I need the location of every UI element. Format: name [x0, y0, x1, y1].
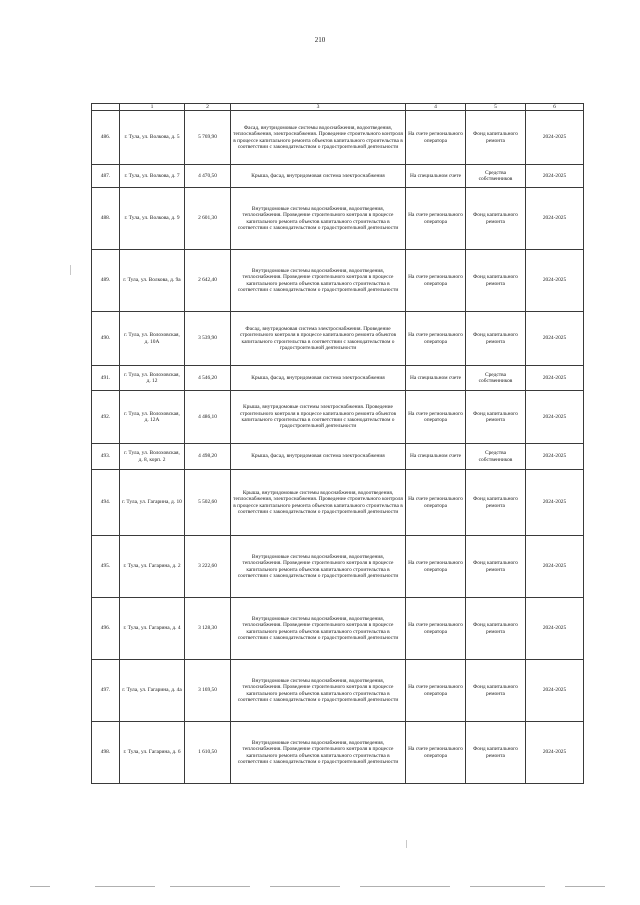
works-cell: Внутридомовые системы водоснабжения, водоотведения, теплоснабжения. Проведение строительного контроля в процессе капитального ремонта объектов капитального строительства в соответствии с законодательством о градостроительной деятельности [231, 536, 406, 598]
column-number-row [92, 104, 584, 111]
period-cell: 2024-2025 [526, 366, 584, 391]
period-cell: 2024-2025 [526, 598, 584, 660]
address-cell: г. Тула, ул. Гагарина, д. 4а [120, 660, 185, 722]
row-number: 491. [92, 366, 120, 391]
row-number: 492. [92, 391, 120, 444]
row-number: 496. [92, 598, 120, 660]
scan-artifact-mark [406, 840, 407, 848]
funding-source-cell: Фонд капитального ремонта [466, 312, 526, 366]
works-cell: Фасад, внутридомовая система электроснабжения. Проведение строительного контроля в процессе капитального ремонта объектов капитального строительства в соответствии с законодательством о градостроительной деятельности [231, 312, 406, 366]
funding-source-cell: Фонд капитального ремонта [466, 188, 526, 250]
period-cell: 2024-2025 [526, 722, 584, 784]
table-row [92, 722, 584, 784]
period-cell: 2024-2025 [526, 470, 584, 536]
table-row [92, 598, 584, 660]
account-cell: На счете регионального оператора [406, 312, 466, 366]
page-number: 210 [314, 36, 326, 44]
works-cell: Внутридомовые системы водоснабжения, водоотведения, теплоснабжения. Проведение строительного контроля в процессе капитального ремонта объектов капитального строительства в соответствии с законодательством о градостроительной деятельности [231, 722, 406, 784]
area-cell: 3 169,50 [185, 660, 231, 722]
table-row [92, 660, 584, 722]
table-row [92, 366, 584, 391]
area-cell: 3 539,90 [185, 312, 231, 366]
area-cell: 4 498,20 [185, 444, 231, 470]
funding-source-cell: Средства собственников [466, 366, 526, 391]
table-body [92, 104, 584, 784]
row-number: 498. [92, 722, 120, 784]
column-number: 2 [185, 104, 231, 111]
table-row [92, 250, 584, 312]
address-cell: г. Тула, ул. Волкова, д. 9а [120, 250, 185, 312]
works-cell: Внутридомовые системы водоснабжения, водоотведения, теплоснабжения. Проведение строительного контроля в процессе капитального ремонта объектов капитального строительства в соответствии с законодательством о градостроительной деятельности [231, 188, 406, 250]
funding-source-cell: Фонд капитального ремонта [466, 111, 526, 165]
table-row [92, 470, 584, 536]
period-cell: 2024-2025 [526, 111, 584, 165]
scan-artifact-line [0, 884, 640, 890]
row-number: 487. [92, 165, 120, 188]
address-cell: г. Тула, ул. Волоховская, д. 12А [120, 391, 185, 444]
row-number: 495. [92, 536, 120, 598]
row-number: 488. [92, 188, 120, 250]
address-cell: г. Тула, ул. Волоховская, д. 12 [120, 366, 185, 391]
works-cell: Крыша, внутридомовые системы водоснабжения, водоотведения, теплоснабжения, электроснабжения. Проведение строительного контроля в процессе капитального ремонта объектов капитального строительства в соответствии с законодательством о градостроительной деятельности [231, 470, 406, 536]
account-cell: На счете регионального оператора [406, 470, 466, 536]
address-cell: г. Тула, ул. Гагарина, д. 10 [120, 470, 185, 536]
area-cell: 1 610,50 [185, 722, 231, 784]
period-cell: 2024-2025 [526, 165, 584, 188]
address-cell: г. Тула, ул. Волоховская, д. 10А [120, 312, 185, 366]
account-cell: На счете регионального оператора [406, 722, 466, 784]
account-cell: На счете регионального оператора [406, 660, 466, 722]
area-cell: 4 546,20 [185, 366, 231, 391]
row-number: 489. [92, 250, 120, 312]
works-cell: Внутридомовые системы водоснабжения, водоотведения, теплоснабжения. Проведение строительного контроля в процессе капитального ремонта объектов капитального строительства в соответствии с законодательством о градостроительной деятельности [231, 598, 406, 660]
area-cell: 4 470,50 [185, 165, 231, 188]
period-cell: 2024-2025 [526, 250, 584, 312]
works-cell: Внутридомовые системы водоснабжения, водоотведения, теплоснабжения. Проведение строительного контроля в процессе капитального ремонта объектов капитального строительства в соответствии с законодательством о градостроительной деятельности [231, 250, 406, 312]
area-cell: 5 769,90 [185, 111, 231, 165]
row-number: 486. [92, 111, 120, 165]
column-number: 1 [120, 104, 185, 111]
works-cell: Крыша, фасад, внутридомовая система электроснабжения [231, 444, 406, 470]
period-cell: 2024-2025 [526, 188, 584, 250]
row-number: 490. [92, 312, 120, 366]
funding-source-cell: Фонд капитального ремонта [466, 391, 526, 444]
works-cell: Внутридомовые системы водоснабжения, водоотведения, теплоснабжения. Проведение строительного контроля в процессе капитального ремонта объектов капитального строительства в соответствии с законодательством о градостроительной деятельности [231, 660, 406, 722]
column-number-blank [92, 104, 120, 111]
works-cell: Крыша, фасад, внутридомовая система электроснабжения [231, 165, 406, 188]
account-cell: На счете регионального оператора [406, 250, 466, 312]
address-cell: г. Тула, ул. Волкова, д. 5 [120, 111, 185, 165]
period-cell: 2024-2025 [526, 660, 584, 722]
column-number: 3 [231, 104, 406, 111]
row-number: 493. [92, 444, 120, 470]
works-cell: Крыша, внутридомовые системы электроснабжения. Проведение строительного контроля в процессе капитального ремонта объектов капитального строительства в соответствии с законодательством о градостроительной деятельности [231, 391, 406, 444]
account-cell: На специальном счете [406, 165, 466, 188]
funding-source-cell: Фонд капитального ремонта [466, 598, 526, 660]
works-cell: Крыша, фасад, внутридомовая система электроснабжения [231, 366, 406, 391]
table-row [92, 188, 584, 250]
funding-source-cell: Фонд капитального ремонта [466, 250, 526, 312]
row-number: 497. [92, 660, 120, 722]
address-cell: г. Тула, ул. Волоховская, д. 8, корп. 2 [120, 444, 185, 470]
account-cell: На счете регионального оператора [406, 598, 466, 660]
period-cell: 2024-2025 [526, 444, 584, 470]
funding-source-cell: Средства собственников [466, 165, 526, 188]
area-cell: 2 601,30 [185, 188, 231, 250]
table-row [92, 444, 584, 470]
column-number: 6 [526, 104, 584, 111]
area-cell: 4 486,10 [185, 391, 231, 444]
funding-source-cell: Фонд капитального ремонта [466, 536, 526, 598]
table-row [92, 312, 584, 366]
area-cell: 5 502,60 [185, 470, 231, 536]
address-cell: г. Тула, ул. Гагарина, д. 2 [120, 536, 185, 598]
repair-schedule-table [91, 103, 584, 784]
account-cell: На счете регионального оператора [406, 111, 466, 165]
scan-artifact-mark [70, 265, 71, 275]
period-cell: 2024-2025 [526, 312, 584, 366]
table-row [92, 391, 584, 444]
funding-source-cell: Фонд капитального ремонта [466, 470, 526, 536]
address-cell: г. Тула, ул. Волкова, д. 7 [120, 165, 185, 188]
account-cell: На счете регионального оператора [406, 391, 466, 444]
works-cell: Фасад, внутридомовые системы водоснабжения, водоотведения, теплоснабжения, электроснабжения. Проведение строительного контроля в процессе капитального ремонта объектов капитального строительства в соответствии с законодательством о градостроительной деятельности [231, 111, 406, 165]
account-cell: На счете регионального оператора [406, 188, 466, 250]
table-row [92, 111, 584, 165]
column-number: 4 [406, 104, 466, 111]
area-cell: 3 128,30 [185, 598, 231, 660]
period-cell: 2024-2025 [526, 391, 584, 444]
funding-source-cell: Фонд капитального ремонта [466, 660, 526, 722]
account-cell: На счете регионального оператора [406, 536, 466, 598]
area-cell: 2 642,40 [185, 250, 231, 312]
account-cell: На специальном счете [406, 366, 466, 391]
funding-source-cell: Средства собственников [466, 444, 526, 470]
area-cell: 3 222,60 [185, 536, 231, 598]
account-cell: На специальном счете [406, 444, 466, 470]
table-row [92, 165, 584, 188]
row-number: 494. [92, 470, 120, 536]
column-number: 5 [466, 104, 526, 111]
address-cell: г. Тула, ул. Волкова, д. 9 [120, 188, 185, 250]
address-cell: г. Тула, ул. Гагарина, д. 6 [120, 722, 185, 784]
address-cell: г. Тула, ул. Гагарина, д. 4 [120, 598, 185, 660]
period-cell: 2024-2025 [526, 536, 584, 598]
funding-source-cell: Фонд капитального ремонта [466, 722, 526, 784]
table-row [92, 536, 584, 598]
